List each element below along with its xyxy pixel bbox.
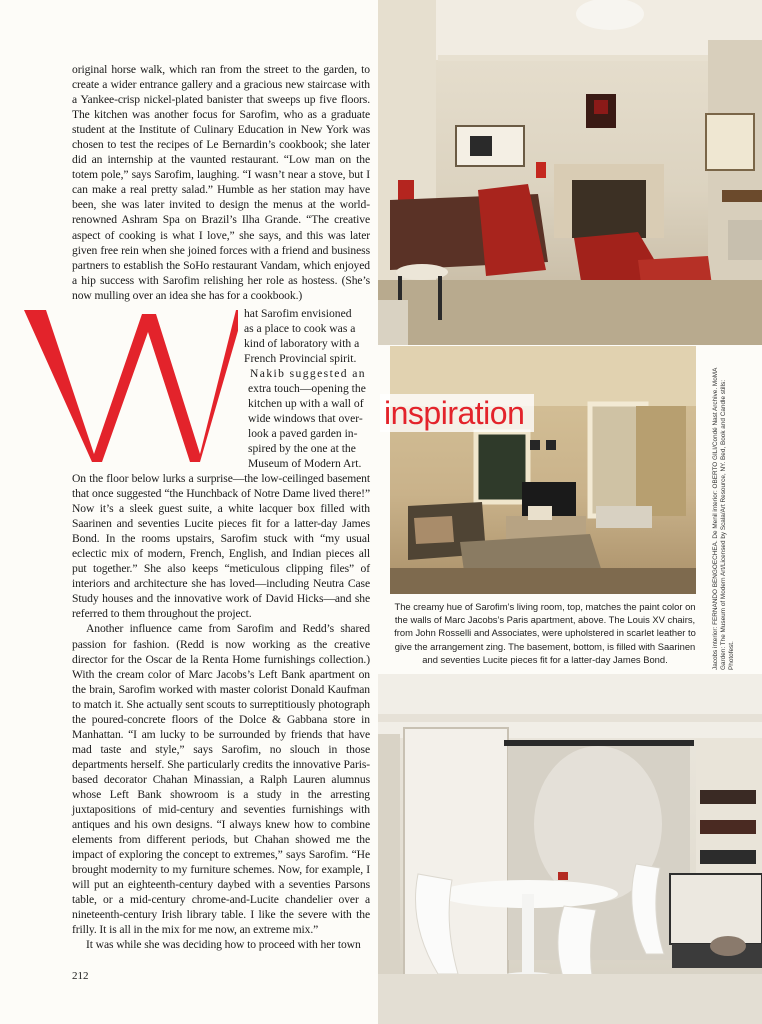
inspiration-label: inspiration (380, 394, 534, 432)
wrap-line: wide windows that over- (248, 412, 363, 425)
jacobs-apartment-photo (390, 346, 696, 594)
dropcap-w (22, 306, 238, 466)
paragraph: Another influence came from Sarofim and Redd’s shared passion for fashion. (Redd is now working as the creative director for the Oscar de la Renta Home furnishings collection.) With the cream color of Marc Jacobs’s Left Bank apartment on the brain, Sarofim worked with master colorist Donald Kaufman to match it. She actually sent scouts to surreptitiously photograph the poured-concrete floors of the Dolce & Gabbana store in Manhattan. “I am lucky to be surrounded by friends that have mad taste and style,” says Sarofim, no slouch in those departments herself. She particularly credits the innovative Paris-based decorator Chahan Minassian, a Ralph Lauren alumnus whose Left Bank showroom is a study in the arresting juxtapositions of mid-century and seventies furnishings with antiques and his own designs. “I always knew how to combine elements from different periods, but Chahan showed me the impact of exploring the concept to extremes,” says Sarofim. “He brought modernity to my furniture schemes. Now, for example, I will put an eighteenth-century daybed with a seventies Parsons table, or a mid-century chrome-and-Lucite chandelier over a nineteenth-century Irish library table. I like the severe with the frilly. It is all in the mix for me now, an extreme mix.” (72, 622, 370, 937)
paragraph: On the floor below lurks a surprise—the low-ceilinged basement that once suggested “the Hunchback of Notre Dame lived there!” Now it’s a sleek guest suite, a white lacquer box filled with Saarinen and seventies Lucite pieces fit for a latter-day James Bond. In the rooms upstairs, Sarofim stuck with “my usual eclectic mix of modern, French, English, and Indian pieces all put together.” She also keeps “meticulous clipping files” of interiors and architecture she has loved—including Neutra Case Study houses and the innovative work of David Hicks—and she referred to them throughout the project. (72, 472, 370, 621)
wrap-line: as a place to cook was a (244, 322, 356, 335)
basement-photo (378, 674, 762, 1024)
photo-credits-text: Jacobs interior: FERNANDO BENGOECHEA. De Menil interior: OBERTO GILI/Condé Nast Archive. MoMA Garden: The Museum of Modern Art/Licensed by Scala/Art Resource, NY. Bed, Book and Candle stills: Photofest. (712, 368, 735, 670)
paragraph: It was while she was deciding how to proceed with her town (86, 938, 361, 952)
living-room-photo (378, 0, 762, 345)
article-body (72, 471, 370, 953)
photo-credits (712, 360, 762, 670)
wrap-line: French Provincial spirit. (244, 352, 357, 365)
wrap-line: look a paved garden in- (248, 427, 358, 440)
article-intro (72, 62, 370, 303)
intro-paragraph: original horse walk, which ran from the street to the garden, to create a wider entrance gallery and a gracious new staircase with a Yankee-crisp nickel-plated banister that sweeps up five floors. The kitchen was another focus for Sarofim, who as a graduate student at the Institute of Culinary Education in New York was chosen to test the recipes of Le Bernardin’s cookbook; she later did an internship at the vaunted restaurant. “Low man on the totem pole,” says Sarofim, laughing. “I wasn’t near a stove, but I can make a real pretty salad.” Humble as her station may have been, she was later invited to design the menus at the world-renowned Ashram Spa on Brazil’s Ilha Grande. “The creative aspect of cooking is what I love,” she says, and this was later given free rein when she joined forces with a friend and business partners to establish the SoHo restaurant Vandam, which enjoyed a hip success with Sarofim relishing her role as hostess. (She’s now mulling over an idea she has for a cookbook.) (72, 63, 370, 302)
wrap-line: Nakib suggested an (250, 367, 366, 380)
page-number: 212 (72, 970, 89, 982)
wrap-line: hat Sarofim envisioned (244, 307, 352, 320)
wrap-line: extra touch—opening the (248, 382, 366, 395)
photo-caption: The creamy hue of Sarofim’s living room, top, matches the paint color on the walls of Marc Jacobs’s Paris apartment, above. The Louis XV chairs, from John Rosselli and Associates, were upholstered in scarlet leather to give the arrangement zing. The basement, bottom, is filled with Saarinen and seventies Lucite pieces fit for a latter-day James Bond. (394, 601, 696, 665)
wrap-line: kitchen up with a wall of (248, 397, 364, 410)
wrap-line: Museum of Modern Art. (248, 457, 362, 470)
wrap-line: spired by the one at the (248, 442, 356, 455)
wrap-line: kind of laboratory with a (244, 337, 360, 350)
